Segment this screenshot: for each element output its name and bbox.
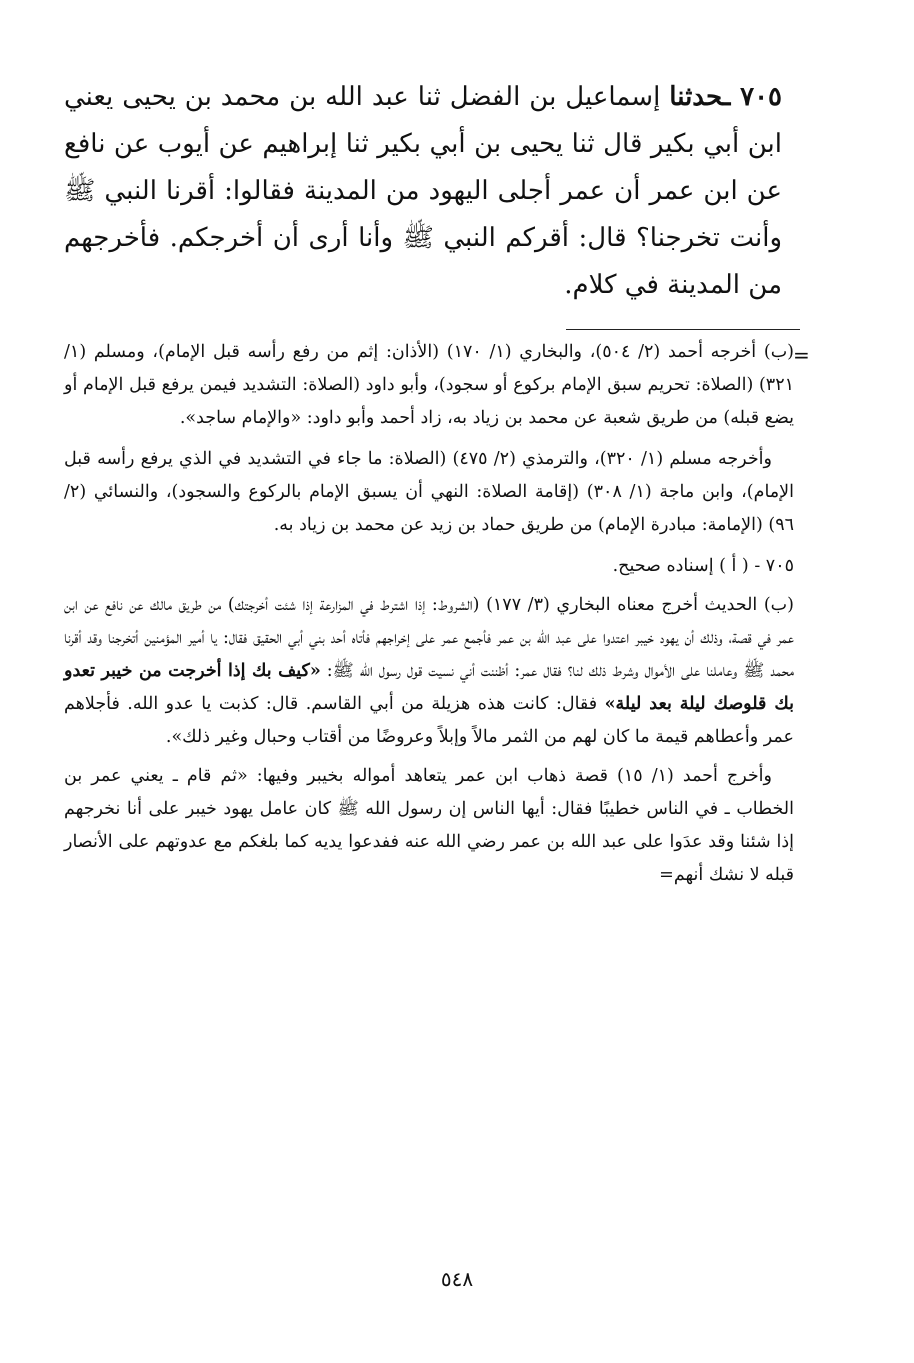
hadith-705 (64, 74, 782, 309)
footnote-705-b-quote: «كيف بك إذا أخرجت من خيبر تعدو بك قلوصك ليلة بعد ليلة» (64, 661, 794, 714)
footnote-separator (566, 329, 800, 330)
page-number: ٥٤٨ (440, 1267, 474, 1291)
hadith-lead-word: حدثنا (669, 82, 723, 112)
footnote-705-ahmad: وأخرج أحمد (١/ ١٥) قصة ذهاب ابن عمر يتعاهد أمواله بخيبر وفيها: «ثم قام ـ يعني عمر بن الخطاب ـ في الناس خطيبًا فقال: أيها الناس إن رسول الله ﷺ كان عامل يهود خيبر على أنا نخرجهم إذا شئنا وقد عدَوا على عبد الله بن عمر رضي الله عنه ففدعوا يديه كما بلغكم مع عدوتهم على الأنصار قبله لا نشك أنهم= (64, 766, 794, 885)
footnote-prev-b: (ب) أخرجه أحمد (٢/ ٥٠٤)، والبخاري (١/ ١٧٠) (الأذان: إثم من رفع رأسه قبل الإمام)، ومسلم (١/ ٣٢١) (الصلاة: تحريم سبق الإمام بركوع أو سجود)، وأبو داود (الصلاة: التشديد فيمن يرفع قبل الإمام أو يضع قبله) من طريق شعبة عن محمد بن زياد به، زاد أحمد وأبو داود: «والإمام ساجد». (64, 342, 795, 428)
footnote-705-b-text: (ب) الحديث أخرج معناه البخاري (٣/ ١٧٧) (الشروط: إذا اشترط في المزارعة إذا شئت أخرجتك) من طريق مالك عن نافع عن ابن عمر في قصة، وذلك أن يهود خيبر اعتدوا على عبد الله بن عمر فأجمع عمر على إخراجهم فأتاه أحد بني أبي الحقيق فقال: يا أمير المؤمنين أتخرجنا وقد أقرنا محمد ﷺ وعاملنا على الأموال وشرط ذلك لنا؟ فقال عمر: أظننت أني نسيت قول رسول الله ﷺ: (64, 595, 794, 681)
hadith-body: إسماعيل بن الفضل ثنا عبد الله بن محمد بن يحيى يعني ابن أبي بكير قال ثنا يحيى بن أبي بكير ثنا إبراهيم عن أيوب عن نافع عن ابن عمر أن عمر أجلى اليهود من المدينة فقالوا: أقرنا النبي ﷺ وأنت تخرجنا؟ قال: أقركم النبي ﷺ وأنا أرى أن أخرجكم. فأخرجهم من المدينة في كلام. (64, 82, 782, 300)
hadith-number: ٧٠٥ ـ (722, 82, 783, 112)
footnote-705-b (64, 589, 794, 754)
footnote-705-b-rest: فقال: كانت هذه هزيلة من أبي القاسم. قال: كذبت يا عدو الله. فأجلاهم عمر وأعطاهم قيمة ما كان لهم من الثمر مالاً وإبلاً وعروضًا من أقتاب وحبال وغير ذلك». (64, 694, 794, 747)
footnote-continuation-mark: = (793, 343, 810, 367)
footnote-prev-continuation: وأخرجه مسلم (١/ ٣٢٠)، والترمذي (٢/ ٤٧٥) (الصلاة: ما جاء في التشديد في الذي يرفع رأسه قبل الإمام)، وابن ماجة (١/ ٣٠٨) (إقامة الصلاة: النهي أن يسبق الإمام بالركوع والسجود)، والنسائي (٢/ ٩٦) (الإمامة: مبادرة الإمام) من طريق حماد بن زيد عن محمد بن زياد به. (64, 449, 795, 535)
footnote-705-heading: ٧٠٥ - ( أ ) إسناده صحيح. (612, 556, 794, 576)
hadith-text-block (64, 74, 782, 309)
footnotes-block (64, 336, 794, 900)
